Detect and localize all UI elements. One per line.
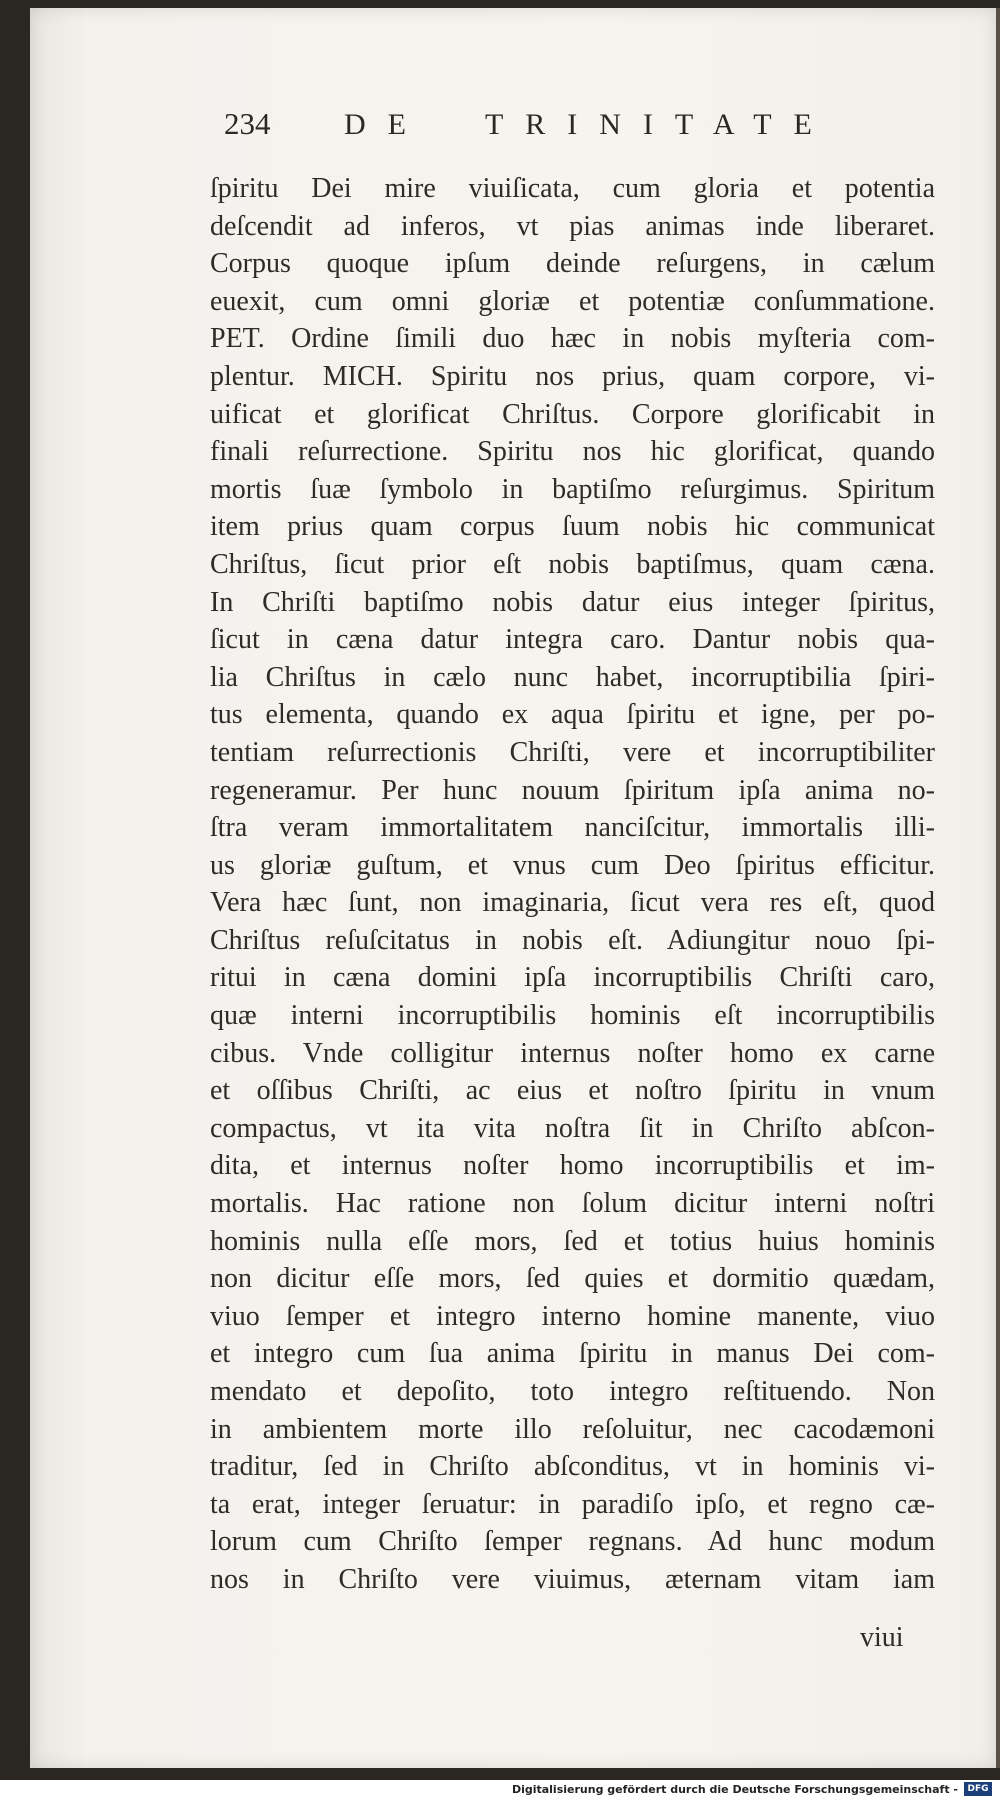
page-number: 234 <box>224 106 271 141</box>
text-line: regeneramur. Per hunc nouum ſpiritum ipſa anima no- <box>210 774 935 806</box>
text-line: item prius quam corpus ſuum nobis hic communicat <box>210 511 935 543</box>
text-line: finali reſurrectione. Spiritu nos hic glorificat, quando <box>210 436 935 468</box>
text-line: ſicut in cæna datur integra caro. Dantur nobis qua- <box>210 624 935 656</box>
digitization-credit: Digitalisierung gefördert durch die Deutsche Forschungsgemeinschaft - <box>511 1783 958 1796</box>
text-line: et oſſibus Chriſti, ac eius et noſtro ſpiritu in vnum <box>210 1075 935 1107</box>
text-line: Vera hæc ſunt, non imaginaria, ſicut vera res eſt, quod <box>210 887 935 919</box>
text-line: Corpus quoque ipſum deinde reſurgens, in cælum <box>210 248 935 280</box>
text-line: PET. Ordine ſimili duo hæc in nobis myſteria com- <box>210 323 935 355</box>
dfg-logo-icon: DFG <box>964 1782 992 1796</box>
text-line: lorum cum Chriſto ſemper regnans. Ad hunc modum <box>210 1526 935 1558</box>
text-line: dita, et internus noſter homo incorruptibilis et im- <box>210 1150 935 1182</box>
running-head <box>224 106 924 156</box>
text-line: mortis ſuæ ſymbolo in baptiſmo reſurgimus. Spiritum <box>210 473 935 505</box>
page-title: DE TRINITATE <box>344 108 834 141</box>
text-line: nos in Chriſto vere viuimus, æternam vitam iam <box>210 1563 935 1595</box>
text-line: euexit, cum omni gloriæ et potentiæ conſummatione. <box>210 285 935 317</box>
text-line: hominis nulla eſſe mors, ſed et totius huius hominis <box>210 1225 935 1257</box>
text-line: cibus. Vnde colligitur internus noſter homo ex carne <box>210 1037 935 1069</box>
text-line: tentiam reſurrectionis Chriſti, vere et incorruptibiliter <box>210 736 935 768</box>
page-edge <box>996 8 1000 1768</box>
text-line: deſcendit ad inferos, vt pias animas inde liberaret. <box>210 210 935 242</box>
text-line: ſtra veram immortalitatem nanciſcitur, immortalis illi- <box>210 812 935 844</box>
text-line: ta erat, integer ſeruatur: in paradiſo ipſo, et regno cæ- <box>210 1488 935 1520</box>
text-line: in ambientem morte illo reſoluitur, nec cacodæmoni <box>210 1413 935 1445</box>
catchword: viui <box>860 1622 904 1653</box>
text-line: quæ interni incorruptibilis hominis eſt incorruptibilis <box>210 1000 935 1032</box>
text-line: mendato et depoſito, toto integro reſtituendo. Non <box>210 1376 935 1407</box>
text-line: viuo ſemper et integro interno homine manente, viuo <box>210 1300 935 1332</box>
text-line: mortalis. Hac ratione non ſolum dicitur interni noſtri <box>210 1188 935 1220</box>
text-line: ritui in cæna domini ipſa incorruptibilis Chriſti caro, <box>210 962 935 994</box>
text-line: uificat et glorificat Chriſtus. Corpore glorificabit in <box>210 398 935 430</box>
text-line: ſpiritu Dei mire viuiſicata, cum gloria et potentia <box>210 173 935 204</box>
text-line: compactus, vt ita vita noſtra ſit in Chriſto abſcon- <box>210 1112 935 1144</box>
text-line: plentur. MICH. Spiritu nos prius, quam corpore, vi- <box>210 360 935 392</box>
text-line: In Chriſti baptiſmo nobis datur eius integer ſpiritus, <box>210 586 935 618</box>
text-line: Chriſtus reſuſcitatus in nobis eſt. Adiungitur nouo ſpi- <box>210 924 935 956</box>
text-line: traditur, ſed in Chriſto abſconditus, vt in hominis vi- <box>210 1451 935 1483</box>
text-line: tus elementa, quando ex aqua ſpiritu et igne, per po- <box>210 699 935 731</box>
text-line: non dicitur eſſe mors, ſed quies et dormitio quædam, <box>210 1263 935 1295</box>
text-line: lia Chriſtus in cælo nunc habet, incorruptibilia ſpiri- <box>210 661 935 693</box>
text-line: us gloriæ guſtum, et vnus cum Deo ſpiritus efficitur. <box>210 849 935 881</box>
text-line: et integro cum ſua anima ſpiritu in manus Dei com- <box>210 1338 935 1370</box>
body-text <box>210 170 935 1599</box>
text-line: Chriſtus, ſicut prior eſt nobis baptiſmus, quam cæna. <box>210 548 935 580</box>
